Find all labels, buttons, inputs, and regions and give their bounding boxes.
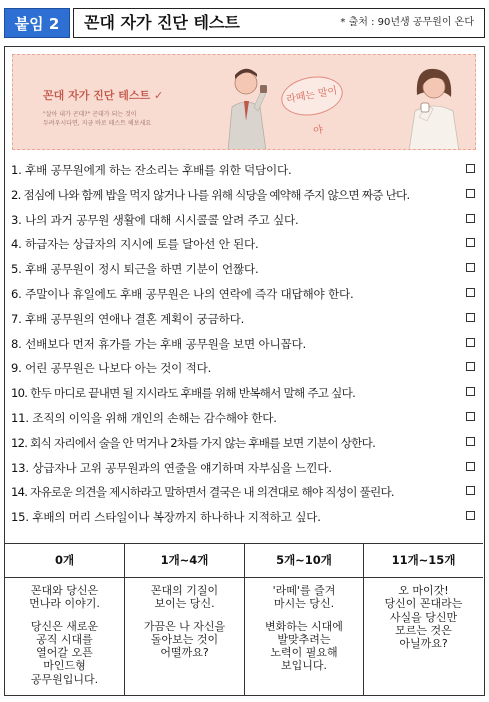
result-column-1: [125, 544, 245, 696]
speech-bubble: 라떼는 말이야: [278, 72, 346, 120]
result-table: [5, 543, 483, 696]
checklist: [5, 157, 483, 529]
checkbox[interactable]: [466, 238, 475, 247]
list-item: 2. 점심에 나와 함께 밥을 먹지 않거나 나를 위해 식당을 예약해 주지 않으면 짜증 난다.: [5, 182, 483, 207]
source-note: * 출처 : 90년생 공무원이 온다: [340, 17, 474, 28]
woman-figure-icon: [401, 61, 467, 150]
list-item: 9. 어린 공무원은 나보다 아는 것이 적다.: [5, 355, 483, 380]
list-item: 3. 나의 과거 공무원 생활에 대해 시시콜콜 알려 주고 싶다.: [5, 207, 483, 232]
result-text: 오 마이갓!: [398, 584, 449, 597]
result-text: 노력이 필요해: [270, 646, 338, 660]
result-text: 공무원입니다.: [30, 672, 99, 686]
result-range: 0개: [5, 544, 124, 578]
checkbox[interactable]: [466, 189, 475, 198]
result-text: 먼나라 이야기.: [29, 597, 100, 611]
checkbox[interactable]: [466, 164, 475, 173]
result-text: 열어갈 오픈: [36, 646, 93, 660]
list-item: 6. 주말이나 휴일에도 후배 공무원은 나의 연락에 즉각 대답해야 한다.: [5, 281, 483, 306]
checkbox[interactable]: [466, 437, 475, 446]
attachment-badge: 붙임 2: [4, 8, 70, 38]
result-text: 마시는 당신.: [273, 597, 335, 611]
list-item: 4. 하급자는 상급자의 지시에 토를 달아선 안 된다.: [5, 231, 483, 256]
result-text: 발맞추려는: [277, 632, 331, 646]
result-range: 11개~15개: [364, 544, 483, 578]
result-column-3: [364, 544, 483, 696]
list-item: 12. 회식 자리에서 술을 안 먹거나 2차를 가지 않는 후배를 보면 기분이 상한다.: [5, 430, 483, 455]
result-text: 꼰대의 기질이: [150, 584, 219, 597]
test-frame: [4, 46, 485, 696]
checkbox[interactable]: [466, 288, 475, 297]
list-item: 11. 조직의 이익을 위해 개인의 손해는 감수해야 한다.: [5, 405, 483, 430]
result-text: 당신이 꼰대라는: [384, 597, 463, 611]
checkbox[interactable]: [466, 511, 475, 520]
checkbox[interactable]: [466, 263, 475, 272]
checkbox[interactable]: [466, 462, 475, 471]
list-item: 14. 자유로운 의견을 제시하라고 말하면서 결국은 내 의견대로 해야 직성이 풀린다.: [5, 479, 483, 504]
result-text: 당신은 새로운: [30, 619, 99, 633]
result-text: 돌아보는 것이: [150, 632, 219, 646]
result-column-0: [5, 544, 125, 696]
result-text: 보입니다.: [280, 659, 327, 673]
checkbox[interactable]: [466, 313, 475, 322]
list-item: 13. 상급자나 고위 공무원과의 연줄을 얘기하며 자부심을 느낀다.: [5, 455, 483, 480]
result-text: 모르는 것은: [395, 623, 452, 637]
banner-subtitle-1: "살아 내가 곤대?" 곤대가 되는 것이: [43, 111, 137, 118]
list-item: 15. 후배의 머리 스타일이나 복장까지 하나하나 지적하고 싶다.: [5, 504, 483, 529]
checkbox[interactable]: [466, 362, 475, 371]
checkbox[interactable]: [466, 486, 475, 495]
title-box: [73, 8, 485, 38]
result-text: 마인드형: [43, 659, 86, 673]
result-text: 공직 시대를: [36, 632, 93, 646]
list-item: 5. 후배 공무원이 정시 퇴근을 하면 기분이 언짢다.: [5, 256, 483, 281]
banner-illustration: [12, 54, 476, 150]
result-text: '라떼'를 즐겨: [272, 584, 336, 597]
list-item: 1. 후배 공무원에게 하는 잔소리는 후배를 위한 덕담이다.: [5, 157, 483, 182]
man-figure-icon: [218, 61, 278, 150]
list-item: 10. 한두 마디로 끝내면 될 지시라도 후배를 위해 반복해서 말해 주고 싶다.: [5, 380, 483, 405]
checkbox[interactable]: [466, 214, 475, 223]
page-title: 꼰대 자가 진단 테스트: [84, 13, 240, 32]
list-item: 8. 선배보다 먼저 휴가를 가는 후배 공무원을 보면 아니꼽다.: [5, 331, 483, 356]
result-text: 사실을 당신만: [389, 610, 458, 624]
banner-subtitle-2: 두려우시다면, 지금 바로 테스트 해보세요: [43, 120, 152, 127]
header: [4, 8, 485, 38]
checkbox[interactable]: [466, 412, 475, 421]
result-text: 어떨까요?: [160, 646, 209, 660]
result-text: 아닐까요?: [399, 637, 448, 651]
result-text: 보이는 당신.: [154, 597, 215, 611]
banner-title: 꼰대 자가 진단 테스트 ✓: [43, 89, 164, 102]
result-text: 변화하는 시대에: [265, 619, 343, 633]
result-column-2: [245, 544, 364, 696]
checkbox[interactable]: [466, 338, 475, 347]
result-text: 가끔은 나 자신을: [143, 619, 226, 633]
result-text: 꼰대와 당신은: [30, 584, 99, 597]
result-range: 1개~4개: [125, 544, 244, 578]
list-item: 7. 후배 공무원의 연애나 결혼 계획이 궁금하다.: [5, 306, 483, 331]
checkbox[interactable]: [466, 387, 475, 396]
result-range: 5개~10개: [245, 544, 363, 578]
